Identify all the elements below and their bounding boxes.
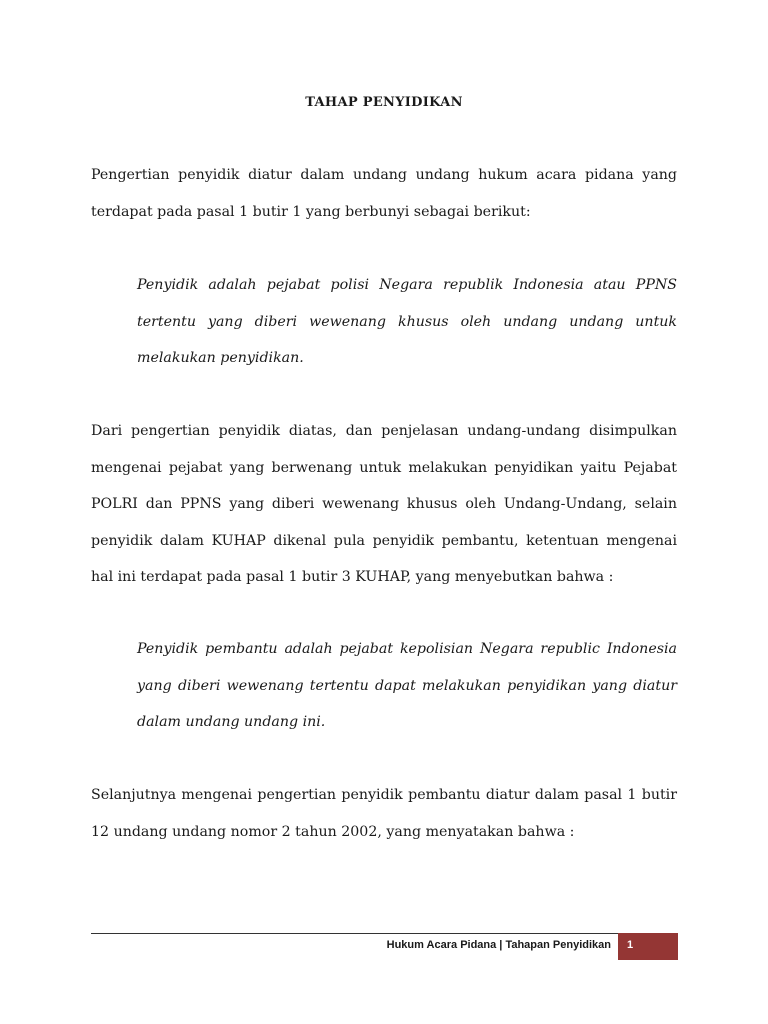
paragraph-2: Dari pengertian penyidik diatas, dan penjelasan undang-undang disimpulkan mengenai pejabat yang berwenang untuk melakukan penyidikan yaitu Pejabat POLRI dan PPNS yang diberi wewenang khusus oleh Undang-Undang, selain penyidik dalam KUHAP dikenal pula penyidik pembantu, ketentuan mengenai hal ini terdapat pada pasal 1 butir 3 KUHAP, yang menyebutkan bahwa : <box>91 423 677 586</box>
page-number-box <box>618 933 678 960</box>
quote-1: Penyidik adalah pejabat polisi Negara republik Indonesia atau PPNS tertentu yang diberi wewenang khusus oleh undang undang untuk melakukan penyidikan. <box>137 277 677 367</box>
paragraph-3: Selanjutnya mengenai pengertian penyidik pembantu diatur dalam pasal 1 butir 12 undang undang nomor 2 tahun 2002, yang menyatakan bahwa : <box>91 787 677 840</box>
footer-rule <box>91 933 618 934</box>
paragraph-1: Pengertian penyidik diatur dalam undang undang hukum acara pidana yang terdapat pada pasal 1 butir 1 yang berbunyi sebagai berikut: <box>91 167 677 220</box>
footer-running-title: Hukum Acara Pidana | Tahapan Penyidikan <box>386 939 611 951</box>
document-title: TAHAP PENYIDIKAN <box>305 95 463 110</box>
quote-2: Penyidik pembantu adalah pejabat kepolisian Negara republic Indonesia yang diberi wewenang tertentu dapat melakukan penyidikan yang diatur dalam undang undang ini. <box>137 641 677 731</box>
page-number: 1 <box>627 939 634 951</box>
